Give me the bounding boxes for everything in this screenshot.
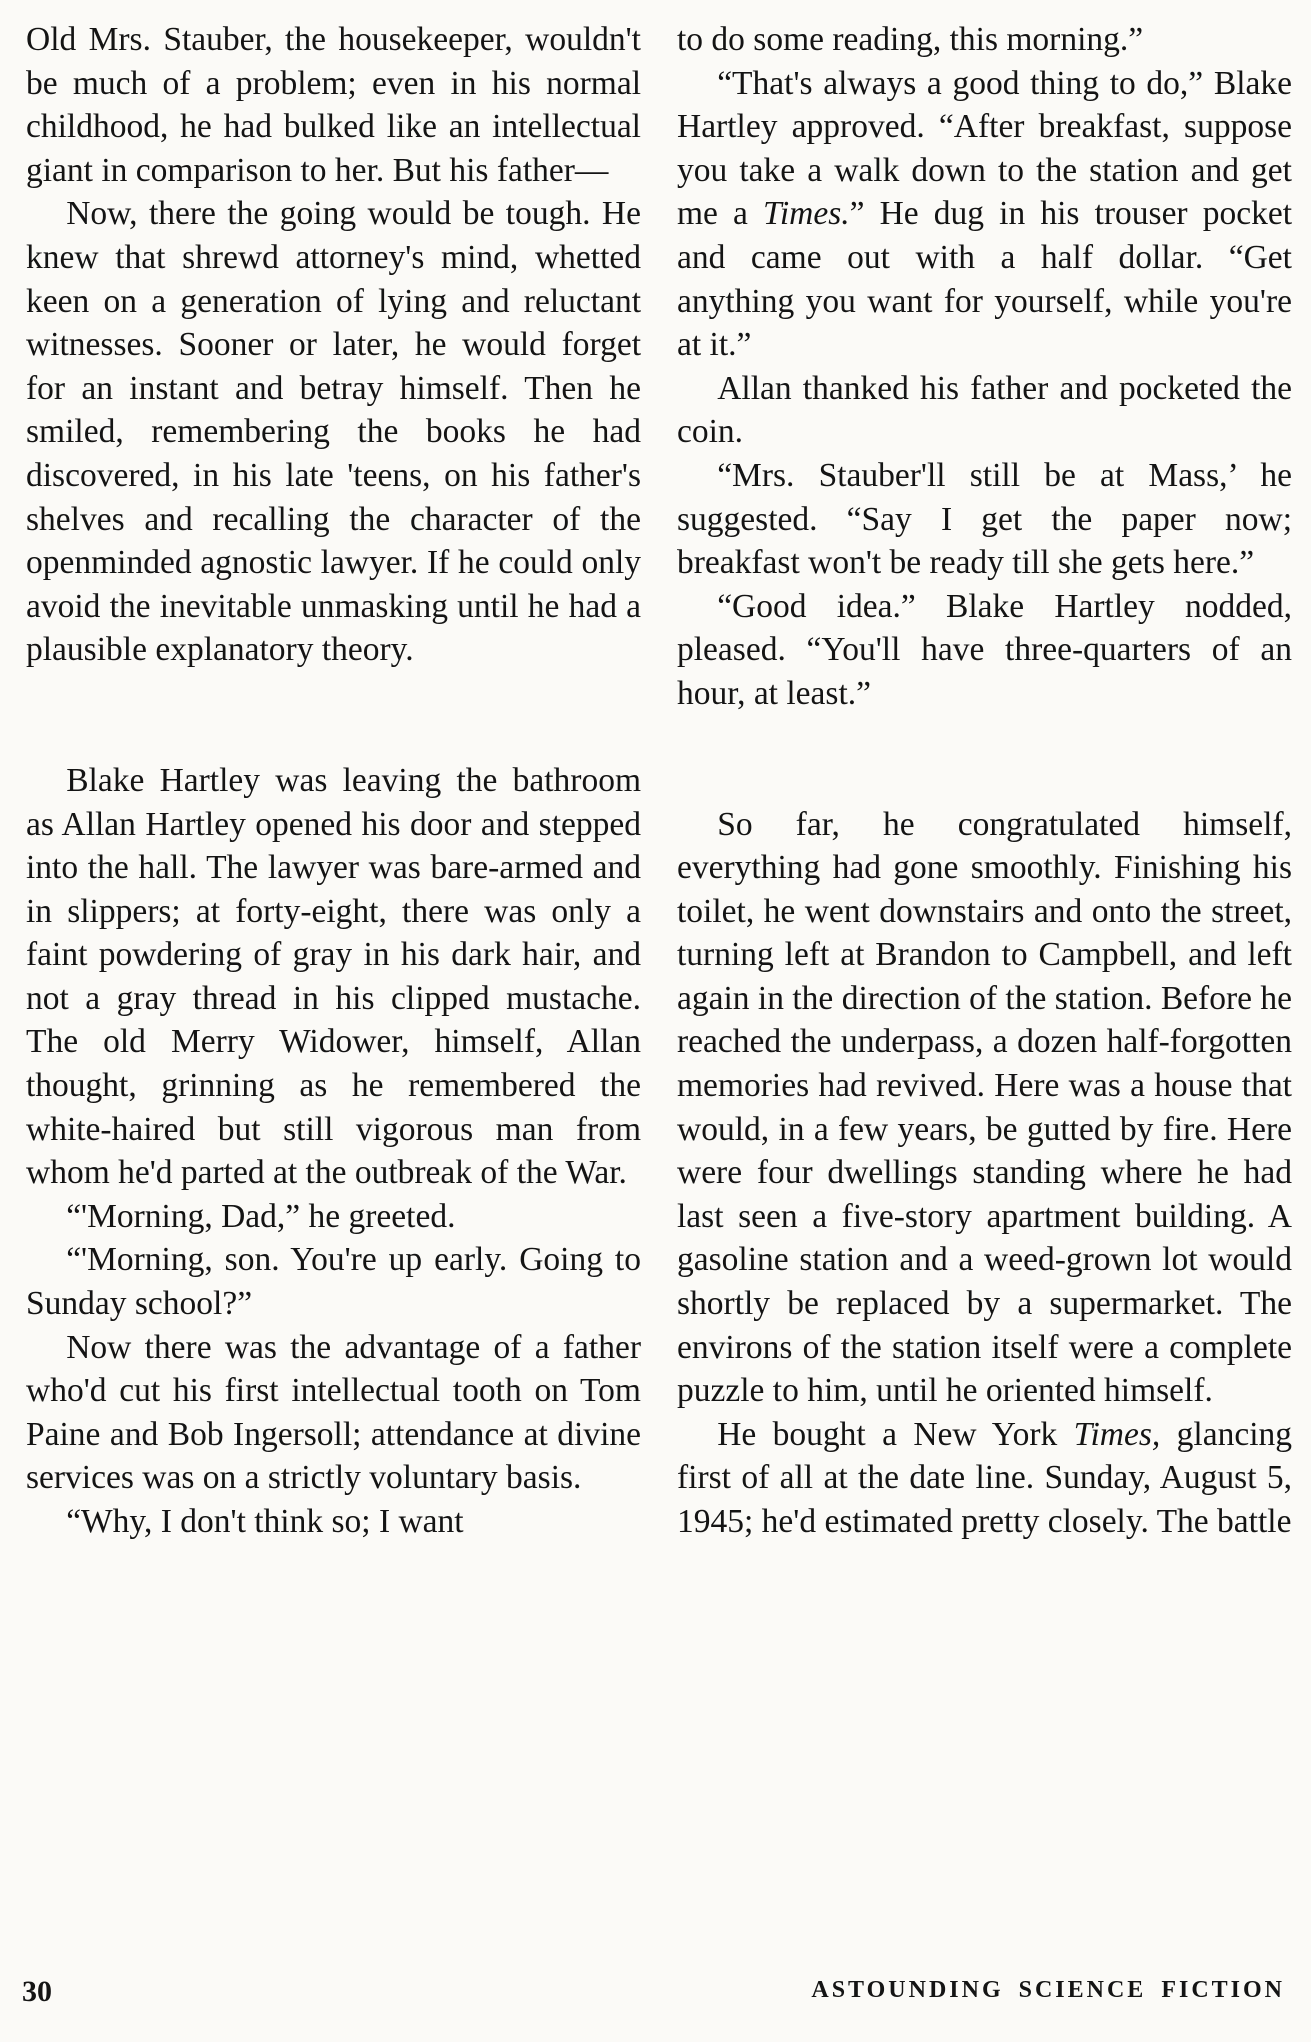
paragraph [677, 1413, 1292, 1544]
running-title: ASTOUNDING SCIENCE FICTION [811, 1977, 1285, 2003]
paragraph: “'Morning, son. You're up early. Going to Sunday school?” [26, 1241, 641, 1323]
paragraph-text: glancing first of all at the date line. Sunday, August 5, 1945; he'd estimated pretty closely. The battle [677, 1415, 1293, 1540]
paragraph: “'Morning, Dad,” he greeted. [66, 1197, 456, 1235]
page-footer [22, 1975, 1285, 2015]
italic-title: Times. [763, 195, 850, 233]
paragraph: “Mrs. Stauber'll still be at Mass,’ he suggested. “Say I get the paper now; breakfast won't be ready till she gets here.” [677, 456, 1292, 582]
right-column [677, 18, 1292, 1544]
paragraph: Allan thanked his father and pocketed the coin. [677, 369, 1292, 451]
section-break [26, 672, 641, 759]
paragraph [677, 62, 1292, 367]
italic-title: Times, [1073, 1415, 1161, 1453]
paragraph-text: He bought a New York [717, 1415, 1058, 1453]
page-number: 30 [22, 1975, 52, 2008]
paragraph: “Why, I don't think so; I want [66, 1503, 464, 1540]
section-break [677, 716, 1292, 803]
paragraph-text: ” He dug in his trouser pocket and came out with a half dollar. “Get anything you want for yourself, while you're at it.” [677, 195, 1293, 364]
paragraph: “Good idea.” Blake Hartley nodded, pleased. “You'll have three-quarters of an hour, at least.” [677, 587, 1292, 712]
paragraph: So far, he congratulated himself, everything had gone smoothly. Finishing his toilet, he went downstairs and onto the street, turning left at Brandon to Campbell, and left again in the direction of the station. Before he reached the underpass, a dozen half-forgotten memories had revived. Here was a house that would, in a few years, be gutted by fire. Here were four dwellings standing where he had last seen a five-story apartment building. A gasoline station and a weed-grown lot would shortly be replaced by a supermarket. The environs of the station itself were a complete puzzle to him, until he oriented himself. [677, 805, 1292, 1410]
paragraph: Now, there the going would be tough. He knew that shrewd attorney's mind, whetted keen on a generation of lying and reluctant witnesses. Sooner or later, he would forget for an instant and betray himself. Then he smiled, remembering the books he had discovered, in his late 'teens, on his father's shelves and recalling the character of the openminded agnostic lawyer. If he could only avoid the inevitable unmasking until he had a plausible explanatory theory. [26, 195, 641, 669]
left-column [26, 18, 641, 1544]
paragraph: Blake Hartley was leaving the bathroom as Allan Hartley opened his door and stepped into the hall. The lawyer was bare-armed and in slippers; at forty-eight, there was only a faint powdering of gray in his dark hair, and not a gray thread in his clipped mustache. The old Merry Widower, himself, Allan thought, grinning as he remembered the white-haired but still vigorous man from whom he'd parted at the outbreak of the War. [26, 761, 641, 1192]
paragraph: Now there was the advantage of a father who'd cut his first intellectual tooth on Tom Paine and Bob Ingersoll; attendance at divine services was on a strictly voluntary basis. [26, 1328, 641, 1497]
paragraph: Old Mrs. Stauber, the housekeeper, wouldn't be much of a problem; even in his normal childhood, he had bulked like an intellectual giant in comparison to her. But his father— [26, 21, 641, 189]
paragraph: to do some reading, this morning.” [677, 21, 1144, 58]
paragraph-text: “That's always a good thing to do,” Blake Hartley approved. “After breakfast, suppose you take a walk down to the station and get me a [677, 64, 1292, 233]
